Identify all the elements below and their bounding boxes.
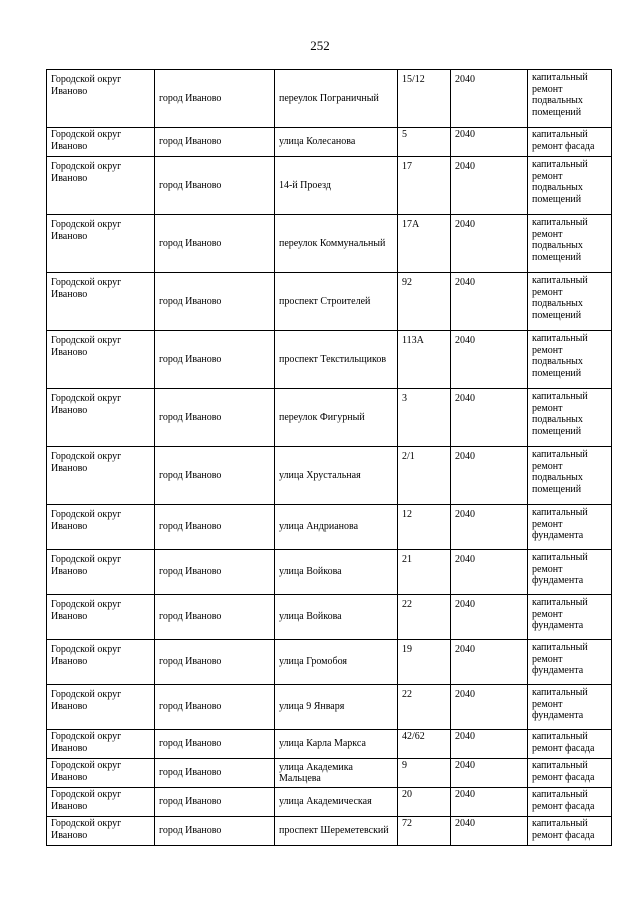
works-type-cell: капитальный ремонт подвальных помещений xyxy=(528,273,612,331)
building-number-cell: 72 xyxy=(398,817,451,846)
street-cell: улица Громобоя xyxy=(275,640,398,685)
year-cell: 2040 xyxy=(451,550,528,595)
table-row xyxy=(47,273,612,331)
locality-cell: город Иваново xyxy=(155,447,275,505)
municipality-cell: Городской округ Иваново xyxy=(47,273,155,331)
works-type-cell: капитальный ремонт фасада xyxy=(528,788,612,817)
street-cell: 14-й Проезд xyxy=(275,157,398,215)
building-number-cell: 2/1 xyxy=(398,447,451,505)
year-cell: 2040 xyxy=(451,331,528,389)
locality-cell: город Иваново xyxy=(155,640,275,685)
building-number-cell: 22 xyxy=(398,685,451,730)
works-type-cell: капитальный ремонт фасада xyxy=(528,759,612,788)
municipality-cell: Городской округ Иваново xyxy=(47,505,155,550)
municipality-cell: Городской округ Иваново xyxy=(47,730,155,759)
year-cell: 2040 xyxy=(451,447,528,505)
building-number-cell: 92 xyxy=(398,273,451,331)
municipality-cell: Городской округ Иваново xyxy=(47,550,155,595)
table-row xyxy=(47,550,612,595)
street-cell: улица Карла Маркса xyxy=(275,730,398,759)
building-number-cell: 42/62 xyxy=(398,730,451,759)
street-cell: проспект Текстильщиков xyxy=(275,331,398,389)
municipality-cell: Городской округ Иваново xyxy=(47,215,155,273)
works-type-cell: капитальный ремонт подвальных помещений xyxy=(528,389,612,447)
locality-cell: город Иваново xyxy=(155,389,275,447)
repair-schedule-table xyxy=(46,69,612,846)
table-row xyxy=(47,128,612,157)
works-type-cell: капитальный ремонт фасада xyxy=(528,730,612,759)
street-cell: улица 9 Января xyxy=(275,685,398,730)
works-type-cell: капитальный ремонт фундамента xyxy=(528,595,612,640)
building-number-cell: 9 xyxy=(398,759,451,788)
page-number: 252 xyxy=(310,38,330,53)
works-type-cell: капитальный ремонт фундамента xyxy=(528,505,612,550)
street-cell: улица Хрустальная xyxy=(275,447,398,505)
table-row xyxy=(47,817,612,846)
table-row xyxy=(47,788,612,817)
municipality-cell: Городской округ Иваново xyxy=(47,157,155,215)
locality-cell: город Иваново xyxy=(155,331,275,389)
building-number-cell: 3 xyxy=(398,389,451,447)
municipality-cell: Городской округ Иваново xyxy=(47,70,155,128)
municipality-cell: Городской округ Иваново xyxy=(47,128,155,157)
locality-cell: город Иваново xyxy=(155,70,275,128)
works-type-cell: капитальный ремонт фундамента xyxy=(528,550,612,595)
works-type-cell: капитальный ремонт подвальных помещений xyxy=(528,447,612,505)
table-row xyxy=(47,70,612,128)
table-body xyxy=(47,70,612,846)
locality-cell: город Иваново xyxy=(155,273,275,331)
locality-cell: город Иваново xyxy=(155,759,275,788)
table-row xyxy=(47,505,612,550)
year-cell: 2040 xyxy=(451,788,528,817)
street-cell: переулок Фигурный xyxy=(275,389,398,447)
table-row xyxy=(47,389,612,447)
works-type-cell: капитальный ремонт фасада xyxy=(528,128,612,157)
year-cell: 2040 xyxy=(451,730,528,759)
street-cell: улица Колесанова xyxy=(275,128,398,157)
year-cell: 2040 xyxy=(451,640,528,685)
building-number-cell: 5 xyxy=(398,128,451,157)
works-type-cell: капитальный ремонт подвальных помещений xyxy=(528,70,612,128)
works-type-cell: капитальный ремонт подвальных помещений xyxy=(528,331,612,389)
building-number-cell: 17 xyxy=(398,157,451,215)
year-cell: 2040 xyxy=(451,817,528,846)
municipality-cell: Городской округ Иваново xyxy=(47,788,155,817)
municipality-cell: Городской округ Иваново xyxy=(47,595,155,640)
locality-cell: город Иваново xyxy=(155,550,275,595)
locality-cell: город Иваново xyxy=(155,505,275,550)
works-type-cell: капитальный ремонт подвальных помещений xyxy=(528,215,612,273)
municipality-cell: Городской округ Иваново xyxy=(47,640,155,685)
table-row xyxy=(47,685,612,730)
table-row xyxy=(47,640,612,685)
municipality-cell: Городской округ Иваново xyxy=(47,685,155,730)
street-cell: проспект Строителей xyxy=(275,273,398,331)
locality-cell: город Иваново xyxy=(155,215,275,273)
year-cell: 2040 xyxy=(451,215,528,273)
year-cell: 2040 xyxy=(451,759,528,788)
street-cell: улица Академика Мальцева xyxy=(275,759,398,788)
municipality-cell: Городской округ Иваново xyxy=(47,447,155,505)
locality-cell: город Иваново xyxy=(155,128,275,157)
year-cell: 2040 xyxy=(451,273,528,331)
table-row xyxy=(47,447,612,505)
works-type-cell: капитальный ремонт фундамента xyxy=(528,685,612,730)
municipality-cell: Городской округ Иваново xyxy=(47,331,155,389)
table-row xyxy=(47,730,612,759)
street-cell: улица Войкова xyxy=(275,550,398,595)
municipality-cell: Городской округ Иваново xyxy=(47,817,155,846)
year-cell: 2040 xyxy=(451,595,528,640)
works-type-cell: капитальный ремонт фасада xyxy=(528,817,612,846)
year-cell: 2040 xyxy=(451,685,528,730)
locality-cell: город Иваново xyxy=(155,817,275,846)
locality-cell: город Иваново xyxy=(155,685,275,730)
table-row xyxy=(47,215,612,273)
building-number-cell: 19 xyxy=(398,640,451,685)
year-cell: 2040 xyxy=(451,70,528,128)
municipality-cell: Городской округ Иваново xyxy=(47,759,155,788)
locality-cell: город Иваново xyxy=(155,730,275,759)
street-cell: улица Андрианова xyxy=(275,505,398,550)
works-type-cell: капитальный ремонт фундамента xyxy=(528,640,612,685)
building-number-cell: 17А xyxy=(398,215,451,273)
street-cell: проспект Шереметевский xyxy=(275,817,398,846)
street-cell: переулок Пограничный xyxy=(275,70,398,128)
building-number-cell: 15/12 xyxy=(398,70,451,128)
building-number-cell: 20 xyxy=(398,788,451,817)
year-cell: 2040 xyxy=(451,505,528,550)
works-type-cell: капитальный ремонт подвальных помещений xyxy=(528,157,612,215)
building-number-cell: 21 xyxy=(398,550,451,595)
street-cell: переулок Коммунальный xyxy=(275,215,398,273)
locality-cell: город Иваново xyxy=(155,788,275,817)
table-row xyxy=(47,595,612,640)
building-number-cell: 12 xyxy=(398,505,451,550)
building-number-cell: 22 xyxy=(398,595,451,640)
table-row xyxy=(47,759,612,788)
locality-cell: город Иваново xyxy=(155,595,275,640)
year-cell: 2040 xyxy=(451,389,528,447)
year-cell: 2040 xyxy=(451,128,528,157)
street-cell: улица Академическая xyxy=(275,788,398,817)
street-cell: улица Войкова xyxy=(275,595,398,640)
table-row xyxy=(47,331,612,389)
municipality-cell: Городской округ Иваново xyxy=(47,389,155,447)
year-cell: 2040 xyxy=(451,157,528,215)
locality-cell: город Иваново xyxy=(155,157,275,215)
building-number-cell: 113А xyxy=(398,331,451,389)
table-row xyxy=(47,157,612,215)
